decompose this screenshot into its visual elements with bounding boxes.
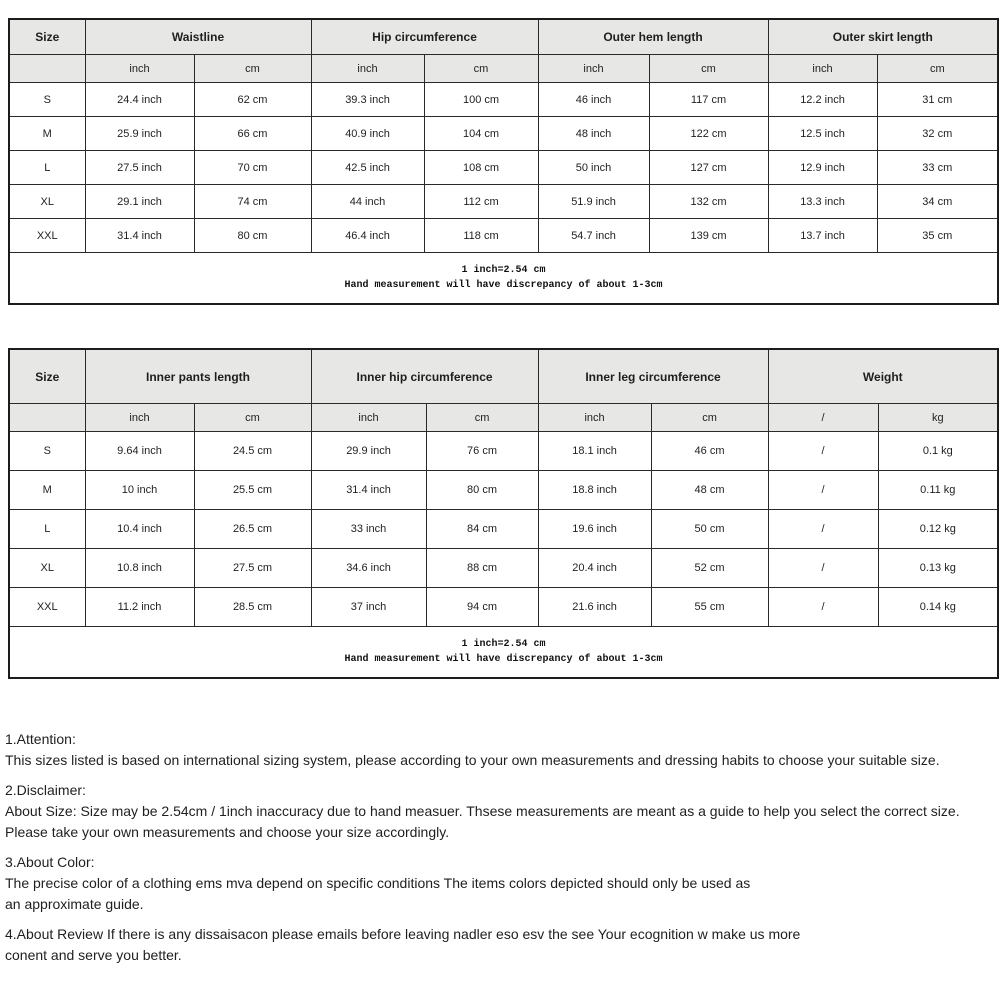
value-cell: 80 cm — [426, 471, 538, 510]
note-line: 4.About Review If there is any dissaisacon please emails before leaving nadler eso esv the see Your ecognition w make us more — [5, 926, 801, 942]
size-cell: L — [9, 151, 85, 185]
value-cell: 46 cm — [651, 432, 768, 471]
unit-header-inch: inch — [311, 55, 424, 83]
table-row — [9, 219, 998, 253]
table-row — [9, 83, 998, 117]
value-cell: 19.6 inch — [538, 510, 651, 549]
value-cell: 88 cm — [426, 549, 538, 588]
value-cell: 24.5 cm — [194, 432, 311, 471]
value-cell: 18.8 inch — [538, 471, 651, 510]
value-cell: 50 inch — [538, 151, 649, 185]
value-cell: 12.9 inch — [768, 151, 877, 185]
value-cell: 112 cm — [424, 185, 538, 219]
unit-header-cm: cm — [424, 55, 538, 83]
value-cell: 24.4 inch — [85, 83, 194, 117]
value-cell: 0.12 kg — [878, 510, 998, 549]
value-cell: / — [768, 471, 878, 510]
unit-header-cm: cm — [877, 55, 998, 83]
unit-header-inch: inch — [768, 55, 877, 83]
value-cell: / — [768, 549, 878, 588]
table-row — [9, 151, 998, 185]
value-cell: 94 cm — [426, 588, 538, 627]
column-header-inner-pants-length: Inner pants length — [85, 349, 311, 404]
note-line: This sizes listed is based on international sizing system, please according to your own measurements and dressing habits to choose your suitable size. — [5, 752, 940, 768]
size-cell: S — [9, 432, 85, 471]
value-cell: 104 cm — [424, 117, 538, 151]
value-cell: 118 cm — [424, 219, 538, 253]
size-cell: XXL — [9, 588, 85, 627]
value-cell: 0.14 kg — [878, 588, 998, 627]
table-note-row — [9, 627, 998, 679]
value-cell: 31.4 inch — [311, 471, 426, 510]
inch-conversion-note: 1 inch=2.54 cm — [461, 265, 546, 276]
unit-header-inch: inch — [85, 55, 194, 83]
disclaimer-paragraph — [5, 780, 997, 843]
value-cell: 44 inch — [311, 185, 424, 219]
value-cell: 34 cm — [877, 185, 998, 219]
note-line: an approximate guide. — [5, 896, 144, 912]
value-cell: 28.5 cm — [194, 588, 311, 627]
unit-header-kg: kg — [878, 404, 998, 432]
value-cell: 139 cm — [649, 219, 768, 253]
value-cell: 127 cm — [649, 151, 768, 185]
column-header-inner-hip-circumference: Inner hip circumference — [311, 349, 538, 404]
value-cell: 66 cm — [194, 117, 311, 151]
value-cell: 80 cm — [194, 219, 311, 253]
note-heading: 3.About Color: — [5, 854, 95, 870]
value-cell: 50 cm — [651, 510, 768, 549]
table-note-cell — [9, 627, 998, 679]
column-header-waistline: Waistline — [85, 19, 311, 55]
value-cell: 27.5 cm — [194, 549, 311, 588]
column-header-outer-skirt-length: Outer skirt length — [768, 19, 998, 55]
value-cell: 13.3 inch — [768, 185, 877, 219]
unit-header-cm: cm — [194, 55, 311, 83]
value-cell: 33 cm — [877, 151, 998, 185]
value-cell: 122 cm — [649, 117, 768, 151]
value-cell: 18.1 inch — [538, 432, 651, 471]
value-cell: 12.5 inch — [768, 117, 877, 151]
value-cell: 51.9 inch — [538, 185, 649, 219]
table-unit-row — [9, 55, 998, 83]
table-row — [9, 510, 998, 549]
value-cell: 46.4 inch — [311, 219, 424, 253]
value-cell: 20.4 inch — [538, 549, 651, 588]
value-cell: 31.4 inch — [85, 219, 194, 253]
attention-paragraph — [5, 729, 997, 771]
table-row — [9, 117, 998, 151]
note-line: The precise color of a clothing ems mva depend on specific conditions The items colors depicted should only be used as — [5, 875, 751, 891]
unit-header-slash: / — [768, 404, 878, 432]
inch-conversion-note: 1 inch=2.54 cm — [461, 639, 546, 650]
value-cell: 10.8 inch — [85, 549, 194, 588]
value-cell: 52 cm — [651, 549, 768, 588]
value-cell: 32 cm — [877, 117, 998, 151]
value-cell: 42.5 inch — [311, 151, 424, 185]
unit-header-empty — [9, 404, 85, 432]
unit-header-inch: inch — [538, 55, 649, 83]
unit-header-inch: inch — [538, 404, 651, 432]
value-cell: 10 inch — [85, 471, 194, 510]
notes-section — [5, 729, 997, 975]
value-cell: 9.64 inch — [85, 432, 194, 471]
note-line: conent and serve you better. — [5, 947, 182, 963]
unit-header-cm: cm — [194, 404, 311, 432]
value-cell: 62 cm — [194, 83, 311, 117]
column-header-inner-leg-circumference: Inner leg circumference — [538, 349, 768, 404]
value-cell: 0.13 kg — [878, 549, 998, 588]
value-cell: 46 inch — [538, 83, 649, 117]
value-cell: 31 cm — [877, 83, 998, 117]
table-row — [9, 471, 998, 510]
value-cell: 26.5 cm — [194, 510, 311, 549]
table-row — [9, 588, 998, 627]
table-header-row — [9, 349, 998, 404]
column-header-weight: Weight — [768, 349, 998, 404]
about-color-paragraph — [5, 852, 997, 915]
value-cell: 0.11 kg — [878, 471, 998, 510]
value-cell: 55 cm — [651, 588, 768, 627]
value-cell: 48 cm — [651, 471, 768, 510]
unit-header-cm: cm — [426, 404, 538, 432]
table-row — [9, 549, 998, 588]
unit-header-cm: cm — [649, 55, 768, 83]
value-cell: 40.9 inch — [311, 117, 424, 151]
table-note-row — [9, 253, 998, 305]
value-cell: 29.1 inch — [85, 185, 194, 219]
size-cell: XL — [9, 549, 85, 588]
value-cell: 117 cm — [649, 83, 768, 117]
unit-header-empty — [9, 55, 85, 83]
value-cell: 70 cm — [194, 151, 311, 185]
table-note-cell — [9, 253, 998, 305]
value-cell: 12.2 inch — [768, 83, 877, 117]
value-cell: 35 cm — [877, 219, 998, 253]
value-cell: 13.7 inch — [768, 219, 877, 253]
column-header-hip-circumference: Hip circumference — [311, 19, 538, 55]
unit-header-cm: cm — [651, 404, 768, 432]
value-cell: 108 cm — [424, 151, 538, 185]
measurement-discrepancy-note: Hand measurement will have discrepancy of about 1-3cm — [344, 654, 663, 665]
value-cell: 37 inch — [311, 588, 426, 627]
column-header-size: Size — [9, 19, 85, 55]
value-cell: / — [768, 588, 878, 627]
table-unit-row — [9, 404, 998, 432]
measurement-discrepancy-note: Hand measurement will have discrepancy of about 1-3cm — [344, 280, 663, 291]
value-cell: 29.9 inch — [311, 432, 426, 471]
value-cell: 11.2 inch — [85, 588, 194, 627]
table-row — [9, 185, 998, 219]
note-heading: 1.Attention: — [5, 731, 76, 747]
value-cell: 39.3 inch — [311, 83, 424, 117]
inner-size-chart-table — [8, 348, 999, 679]
size-cell: XL — [9, 185, 85, 219]
value-cell: 25.5 cm — [194, 471, 311, 510]
note-heading: 2.Disclaimer: — [5, 782, 86, 798]
size-cell: XXL — [9, 219, 85, 253]
value-cell: / — [768, 432, 878, 471]
value-cell: 84 cm — [426, 510, 538, 549]
size-cell: L — [9, 510, 85, 549]
value-cell: 48 inch — [538, 117, 649, 151]
outer-size-chart-table — [8, 18, 999, 305]
value-cell: / — [768, 510, 878, 549]
value-cell: 0.1 kg — [878, 432, 998, 471]
size-cell: S — [9, 83, 85, 117]
unit-header-inch: inch — [85, 404, 194, 432]
value-cell: 10.4 inch — [85, 510, 194, 549]
value-cell: 34.6 inch — [311, 549, 426, 588]
column-header-size: Size — [9, 349, 85, 404]
value-cell: 27.5 inch — [85, 151, 194, 185]
value-cell: 74 cm — [194, 185, 311, 219]
note-line: About Size: Size may be 2.54cm / 1inch inaccuracy due to hand measuer. Thsese measurements are meant as a guide to help you select the correct size. — [5, 803, 960, 819]
value-cell: 76 cm — [426, 432, 538, 471]
value-cell: 100 cm — [424, 83, 538, 117]
note-line: Please take your own measurements and choose your size accordingly. — [5, 824, 450, 840]
about-review-paragraph — [5, 924, 997, 966]
table-header-row — [9, 19, 998, 55]
unit-header-inch: inch — [311, 404, 426, 432]
value-cell: 25.9 inch — [85, 117, 194, 151]
value-cell: 33 inch — [311, 510, 426, 549]
size-cell: M — [9, 117, 85, 151]
value-cell: 132 cm — [649, 185, 768, 219]
table-row — [9, 432, 998, 471]
size-cell: M — [9, 471, 85, 510]
column-header-outer-hem-length: Outer hem length — [538, 19, 768, 55]
value-cell: 54.7 inch — [538, 219, 649, 253]
value-cell: 21.6 inch — [538, 588, 651, 627]
